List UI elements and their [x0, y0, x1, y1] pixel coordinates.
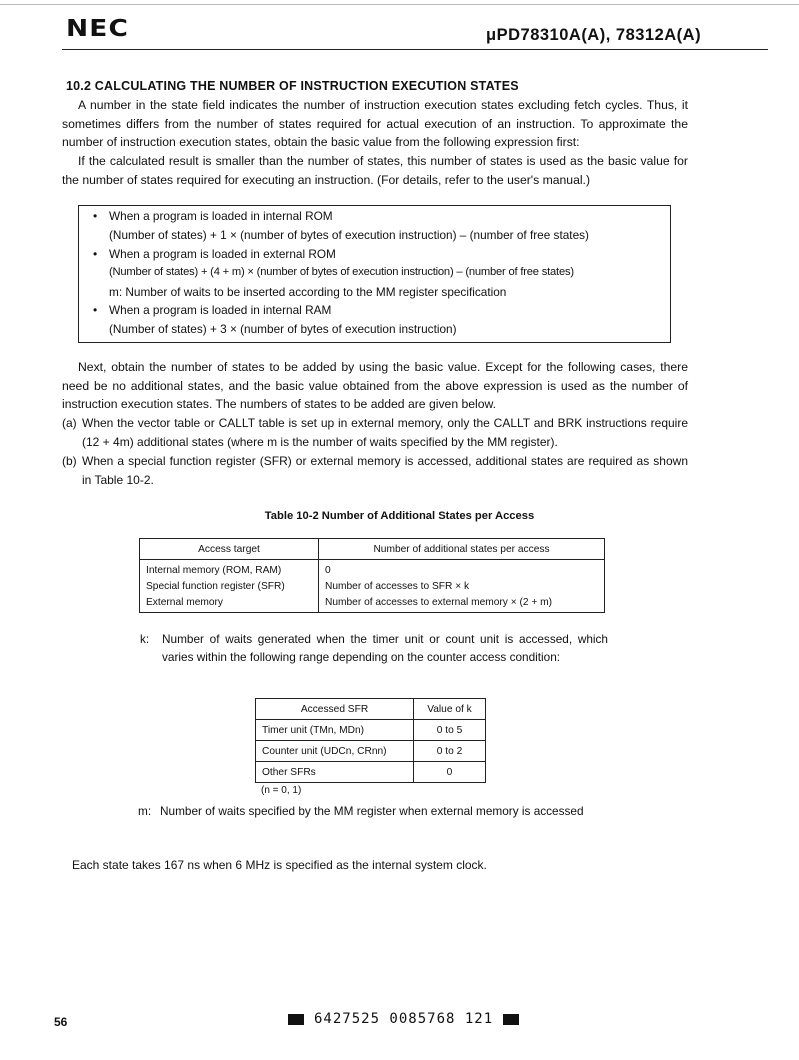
bullet-2: • [93, 247, 98, 261]
barcode-block-left [288, 1014, 304, 1025]
additional-states-paragraph [62, 358, 688, 414]
section-title: 10.2 CALCULATING THE NUMBER OF INSTRUCTION EXECUTION STATES [66, 79, 519, 93]
box-line-1: When a program is loaded in internal ROM [109, 209, 333, 223]
table-cell: 0 [319, 560, 605, 579]
table-row [140, 578, 605, 594]
m-note-text: Number of waits specified by the MM register when external memory is accessed [160, 804, 584, 818]
box-line-2: (Number of states) + 1 × (number of bytes of execution instruction) – (number of free states) [109, 228, 589, 242]
header-divider [62, 49, 768, 50]
item-a-text: When the vector table or CALLT table is set up in external memory, only the CALLT and BRK instructions require (12 + 4m) additional states (where m is the number of waits specified by the MM register). [82, 416, 688, 449]
item-a [62, 414, 688, 451]
table-cell: Other SFRs [256, 762, 414, 783]
k-value-table [255, 698, 486, 783]
box-line-5: m: Number of waits to be inserted according to the MM register specification [109, 285, 507, 299]
box-line-7: (Number of states) + 3 × (number of bytes of execution instruction) [109, 322, 457, 336]
table-cell: 0 [414, 762, 486, 783]
table-cell: 0 to 2 [414, 741, 486, 762]
barcode-text: 6427525 0085768 121 [314, 1011, 494, 1027]
table-row [140, 594, 605, 613]
barcode [288, 1011, 519, 1027]
table-cell: Counter unit (UDCn, CRnn) [256, 741, 414, 762]
intro-paragraph-2: If the calculated result is smaller than the number of states, this number of states is used as the basic value for the number of states required for executing an instruction. (For details, refer to the user's manual.) [62, 154, 688, 187]
box-line-4: (Number of states) + (4 + m) × (number of bytes of execution instruction) – (number of free states) [109, 266, 574, 278]
item-b-label: (b) [62, 454, 77, 468]
bullet-3: • [93, 303, 98, 317]
table-cell: 0 to 5 [414, 720, 486, 741]
table-10-2-caption: Table 10-2 Number of Additional States per Access [264, 510, 535, 522]
m-note-label: m: [138, 804, 152, 818]
item-a-label: (a) [62, 416, 77, 430]
k-note-label: k: [140, 632, 150, 646]
bullet-1: • [93, 209, 98, 223]
intro-paragraphs [62, 96, 688, 190]
table-cell: Special function register (SFR) [140, 578, 319, 594]
scan-edge-line [0, 4, 799, 5]
table-cell: Timer unit (TMn, MDn) [256, 720, 414, 741]
table-header-cell: Accessed SFR [256, 699, 414, 720]
table-cell: External memory [140, 594, 319, 613]
item-b-text: When a special function register (SFR) or external memory is accessed, additional states are required as shown in Table 10-2. [82, 454, 688, 487]
table-header-cell: Number of additional states per access [319, 539, 605, 560]
barcode-block-right [503, 1014, 519, 1025]
table-row [256, 720, 486, 741]
table-header-row [256, 699, 486, 720]
box-line-3: When a program is loaded in external ROM [109, 247, 336, 261]
table-header-cell: Value of k [414, 699, 486, 720]
expression-box [78, 205, 671, 343]
intro-paragraph-1: A number in the state field indicates the number of instruction execution states excluding fetch cycles. Thus, it sometimes differs from the number of states required for actual execution of an instruction. To approximate the number of instruction execution states, obtain the basic value from the following expression first: [62, 98, 688, 150]
table-row [256, 762, 486, 783]
additional-states-table [139, 538, 605, 613]
table-row [256, 741, 486, 762]
table-header-cell: Access target [140, 539, 319, 560]
k-note-text: Number of waits generated when the timer unit or count unit is accessed, which varies within the following range depending on the counter access condition: [162, 632, 608, 665]
table-cell: Number of accesses to SFR × k [319, 578, 605, 594]
state-timing-note: Each state takes 167 ns when 6 MHz is specified as the internal system clock. [72, 858, 487, 872]
page-number: 56 [54, 1015, 68, 1029]
box-line-6: When a program is loaded in internal RAM [109, 303, 332, 317]
table-header-row [140, 539, 605, 560]
table-cell: Internal memory (ROM, RAM) [140, 560, 319, 579]
table-cell: Number of accesses to external memory × (2 + m) [319, 594, 605, 613]
table-row [140, 560, 605, 579]
item-b [62, 452, 688, 489]
nec-logo: NEC [66, 16, 130, 42]
part-number-header: μPD78310A(A), 78312A(A) [486, 26, 702, 44]
n-note: (n = 0, 1) [261, 785, 302, 796]
paragraph-3: Next, obtain the number of states to be added by using the basic value. Except for the following cases, there need be no additional states, and the basic value obtained from the above expression is used as the number of instruction execution states. The numbers of states to be added are given below. [62, 360, 688, 412]
